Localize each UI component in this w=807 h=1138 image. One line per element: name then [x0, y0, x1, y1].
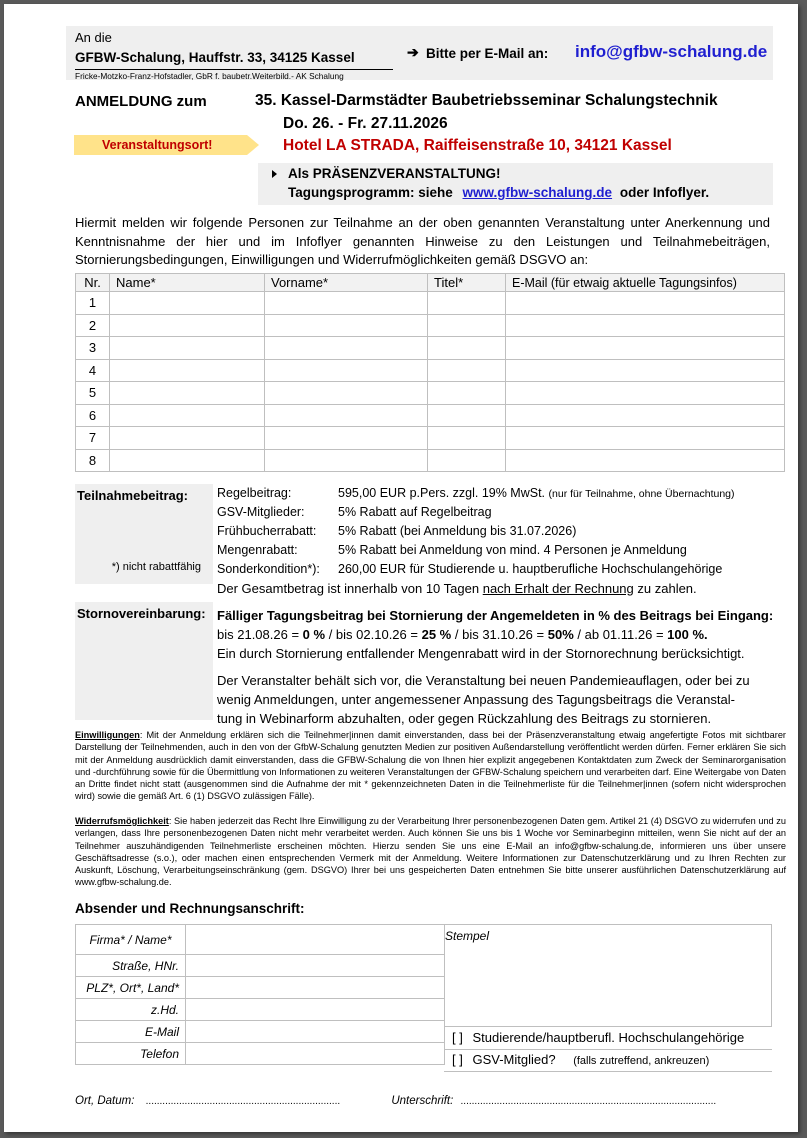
storno-label-box — [75, 602, 213, 720]
checkbox-students-label: Studierende/hauptberufl. Hochschulangehörige — [472, 1030, 745, 1045]
fee-value: 5% Rabatt (bei Anmeldung bis 31.07.2026) — [338, 524, 577, 538]
payment-post: zu zahlen. — [637, 581, 697, 596]
fee-label: Sonderkondition*): — [217, 562, 320, 576]
stamp-label: Stempel — [445, 929, 490, 943]
name-cell[interactable] — [110, 359, 265, 382]
intro-text: Hiermit melden wir folgende Personen zur Teilnahme an der oben genannten Veranstaltung unter Anerkennung und Kenntnisnahme der hier und im Infoflyer genannten Hinweise zu den Leistungen und Teilnahmebeiträgen, Stornierungsbedingungen, Einwilligungen und Widerrufmöglichkeiten gemäß DSGVO an: — [75, 215, 770, 267]
name-cell[interactable] — [110, 382, 265, 405]
fee-value-text: 595,00 EUR p.Pers. zzgl. 19% MwSt. — [338, 486, 546, 500]
titel-cell[interactable] — [428, 427, 506, 450]
table-row — [76, 427, 785, 450]
storno-s4: / ab 01.11.26 = — [577, 627, 664, 642]
vorname-cell[interactable] — [265, 404, 428, 427]
sender-email-input[interactable] — [186, 1021, 445, 1043]
vorname-cell[interactable] — [265, 449, 428, 472]
row-number: 7 — [76, 427, 110, 450]
col-nr: Nr. — [76, 274, 110, 292]
email-box — [395, 26, 773, 80]
fee-value: 5% Rabatt auf Regelbeitrag — [338, 505, 492, 519]
vorname-cell[interactable] — [265, 427, 428, 450]
storno-schedule — [217, 625, 775, 644]
venue-text: Hotel LA STRADA, Raiffeisenstraße 10, 34121 Kassel — [283, 137, 672, 154]
table-row — [76, 449, 785, 472]
fee-value: 260,00 EUR für Studierende u. hauptberufliche Hochschulangehörige — [338, 562, 723, 576]
address-org: GFBW-Schalung, Hauffstr. 33, 34125 Kassel — [75, 50, 355, 65]
vorname-cell[interactable] — [265, 359, 428, 382]
consent-text: : Mit der Anmeldung erklären sich die Teilnehmer|innen damit einverstanden, dass bei der Präsenzveranstaltung etwaig angefertigte Fotos mit sichtbarer Darstellung der Teilnehmenden, auch in den von der GfbW-Schalung genutzten Medien zur positiven Außendarstellung veröffentlicht werden dürfen. Ferner erklären Sie sich mit der Anmeldung ausdrücklich damit einverstanden, dass die GFBW-Schalung die von Ihnen hier explizit angegebenen Kontaktdaten zum Zweck der Seminarorganisation und -durchführung sowie für die Übermittlung von Informationen zu weiteren Veranstaltungen der GFBW-Schalung speichern und verarbeiten darf. Eine Weitergabe von Daten an Dritte findet nicht statt (ausgenommen sind die Aufnahme der mit * gekennzeichneten Daten in die Teilnehmerliste für die Teilnehmer|innen (sofern nicht widersprochen wird) sowie die gemäß Art. 6 (1) DSGVO zulässigen Fälle). — [75, 730, 786, 802]
vorname-cell[interactable] — [265, 337, 428, 360]
info-line2-text: Tagungsprogramm: siehe — [288, 185, 453, 200]
table-row — [76, 314, 785, 337]
venue-tag-label: Veranstaltungsort! — [102, 138, 213, 152]
storno-heading: Stornovereinbarung: — [77, 606, 206, 621]
storno-line3: Ein durch Stornierung entfallender Mengenrabatt wird in der Stornorechnung berücksichtigt. — [217, 646, 745, 661]
consent-paragraph — [75, 729, 786, 803]
storno-bold-line: Fälliger Tagungsbeitrag bei Stornierung der Angemeldeten in % des Beitrags bei Eingang: — [217, 608, 774, 623]
row-number: 8 — [76, 449, 110, 472]
signature-label: Unterschrift: — [391, 1095, 454, 1107]
field-label: PLZ*, Ort*, Land* — [76, 977, 186, 999]
titel-cell[interactable] — [428, 337, 506, 360]
email-link[interactable]: info@gfbw-schalung.de — [575, 42, 768, 61]
address-to: An die — [75, 30, 112, 45]
fee-row — [217, 505, 735, 524]
checkbox-gsv-box[interactable]: [ ] — [452, 1052, 463, 1067]
info-box — [258, 163, 773, 205]
field-label: Straße, HNr. — [76, 955, 186, 977]
seminar-title: 35. Kassel-Darmstädter Baubetriebsseminar Schalungstechnik — [255, 92, 718, 109]
fees-label-box — [75, 484, 213, 584]
name-cell[interactable] — [110, 314, 265, 337]
row-number: 1 — [76, 292, 110, 315]
titel-cell[interactable] — [428, 404, 506, 427]
email-cell[interactable] — [506, 382, 785, 405]
table-row — [76, 337, 785, 360]
seminar-date: Do. 26. - Fr. 27.11.2026 — [283, 115, 448, 132]
checkbox-students-box[interactable]: [ ] — [452, 1030, 463, 1045]
fee-label: GSV-Mitglieder: — [217, 505, 305, 519]
participants-table — [75, 273, 785, 472]
fees-table — [217, 486, 735, 581]
field-row — [76, 999, 445, 1021]
email-cell[interactable] — [506, 314, 785, 337]
address-sub: Fricke-Motzko-Franz-Hofstadler, GbR f. baubetr.Weiterbild.- AK Schalung — [75, 69, 393, 81]
table-row — [76, 359, 785, 382]
row-number: 4 — [76, 359, 110, 382]
fee-label: Frühbucherrabatt: — [217, 524, 317, 538]
arrow-right-icon: ➔ — [407, 44, 419, 60]
fee-row — [217, 524, 735, 543]
street-input[interactable] — [186, 955, 445, 977]
titel-cell[interactable] — [428, 449, 506, 472]
field-label: z.Hd. — [76, 999, 186, 1021]
table-row — [76, 292, 785, 315]
email-label: Bitte per E-Mail an: — [426, 46, 549, 61]
venue-tag — [74, 135, 264, 155]
vorname-cell[interactable] — [265, 314, 428, 337]
storno-content — [217, 606, 775, 728]
storno-s3: / bis 31.10.26 = — [454, 627, 545, 642]
titel-cell[interactable] — [428, 314, 506, 337]
firma-input[interactable] — [186, 925, 445, 955]
storno-paragraph: Der Veranstalter behält sich vor, die Veranstaltung bei neuen Pandemieauflagen, oder bei zu wenig Anmeldungen, unter angemessener Anpassung des Tagungsbeitrags die Veranstal-tung in Webinarform abzuhalten, oder gegen Rückzahlung des Beitrags zu stornieren. — [217, 673, 750, 726]
fee-value: 5% Rabatt bei Anmeldung von mind. 4 Personen je Anmeldung — [338, 543, 687, 557]
fee-row — [217, 543, 735, 562]
info-line1: Als PRÄSENZVERANSTALTUNG! — [288, 166, 501, 181]
email-cell[interactable] — [506, 404, 785, 427]
address-box — [66, 26, 396, 80]
sender-heading: Absender und Rechnungsanschrift: — [75, 901, 305, 916]
checkbox-gsv[interactable] — [444, 1049, 772, 1072]
email-cell[interactable] — [506, 292, 785, 315]
name-cell[interactable] — [110, 337, 265, 360]
titel-cell[interactable] — [428, 382, 506, 405]
storno-p1: 0 % — [302, 627, 326, 642]
fees-heading: Teilnahmebeitrag: — [77, 488, 189, 503]
row-number: 2 — [76, 314, 110, 337]
name-cell[interactable] — [110, 427, 265, 450]
storno-p3: 50% — [547, 627, 574, 642]
payment-terms — [217, 581, 697, 596]
titel-cell[interactable] — [428, 359, 506, 382]
table-row — [76, 404, 785, 427]
withdrawal-text: : Sie haben jederzeit das Recht Ihre Einwilligung zu der Verarbeitung Ihrer personenbezogenen Daten gem. Artikel 21 (4) DSGVO zu widerrufen und zu verlangen, dass Ihre personenbezogenen Daten nicht mehr verarbeitet werden. Auch können Sie uns bis 1 Woche vor Seminarbeginn mitteilen, wenn Sie nicht auf der an Teilnehmer auszuhändigenden Teilnehmerliste erscheinen möchten. Hierzu senden Sie uns eine E-Mail an info@gfbw-schalung.de, informieren uns über unsere Geschäftsadresse (s.o.), oder machen einen entsprechenden Vermerk mit der Anmeldung. Weitere Informationen zur Datenschutzerklärung und zu Ihren Rechten zur Auskunft, Löschung, Verarbeitungseinschränkung (gem. DSGVO) Ihrer bei uns gespeicherten Daten entnehmen Sie bitte unserer ausführlichen Datenschutzerklärung auf www.gfbw-schalung.de. — [75, 816, 786, 888]
checkbox-gsv-note: (falls zutreffend, ankreuzen) — [573, 1055, 710, 1067]
col-vorname: Vorname* — [265, 274, 428, 292]
consent-title: Einwilligungen — [75, 730, 140, 740]
email-cell[interactable] — [506, 359, 785, 382]
storno-s2: / bis 02.10.26 = — [328, 627, 418, 642]
signature-field[interactable]: ............................................................................................ — [460, 1096, 717, 1107]
checkbox-gsv-label: GSV-Mitglied? — [472, 1052, 556, 1067]
fee-label: Regelbeitrag: — [217, 486, 292, 500]
field-row — [76, 1021, 445, 1043]
fee-row — [217, 562, 735, 581]
fees-footnote: *) nicht rabattfähig — [111, 561, 201, 573]
vorname-cell[interactable] — [265, 382, 428, 405]
vorname-cell[interactable] — [265, 292, 428, 315]
row-number: 5 — [76, 382, 110, 405]
checkbox-students[interactable] — [444, 1026, 772, 1050]
place-date-label: Ort, Datum: — [75, 1095, 135, 1107]
field-row — [76, 1043, 445, 1065]
name-cell[interactable] — [110, 404, 265, 427]
field-label: E-Mail — [76, 1021, 186, 1043]
email-cell[interactable] — [506, 337, 785, 360]
fee-label: Mengenrabatt: — [217, 543, 298, 557]
fee-value — [338, 486, 735, 505]
col-name: Name* — [110, 274, 265, 292]
participants-header-row — [76, 274, 785, 292]
sender-address-table — [75, 924, 445, 1065]
storno-s1: bis 21.08.26 = — [217, 627, 300, 642]
field-row — [76, 925, 445, 955]
field-label: Firma* / Name* — [76, 925, 186, 955]
col-titel: Titel* — [428, 274, 506, 292]
email-cell[interactable] — [506, 427, 785, 450]
stamp-box — [444, 924, 772, 1026]
row-number: 6 — [76, 404, 110, 427]
attention-input[interactable] — [186, 999, 445, 1021]
field-row — [76, 977, 445, 999]
name-cell[interactable] — [110, 449, 265, 472]
city-input[interactable] — [186, 977, 445, 999]
registration-form-page — [4, 4, 798, 1132]
field-label: Telefon — [76, 1043, 186, 1065]
payment-pre: Der Gesamtbetrag ist innerhalb von 10 Tagen — [217, 581, 480, 596]
name-cell[interactable] — [110, 292, 265, 315]
info-line2 — [288, 185, 709, 200]
withdrawal-paragraph — [75, 815, 786, 889]
website-link[interactable]: www.gfbw-schalung.de — [462, 185, 613, 200]
fee-note: (nur für Teilnahme, ohne Übernachtung) — [548, 488, 735, 500]
table-row — [76, 382, 785, 405]
storno-p4: 100 %. — [667, 627, 708, 642]
storno-p2: 25 % — [421, 627, 452, 642]
withdrawal-title: Widerrufsmöglichkeit — [75, 816, 169, 826]
titel-cell[interactable] — [428, 292, 506, 315]
email-cell[interactable] — [506, 449, 785, 472]
anmeldung-heading: ANMELDUNG zum — [75, 93, 207, 110]
signature-line — [75, 1095, 716, 1107]
info-line2-end: oder Infoflyer. — [619, 185, 710, 200]
triangle-right-icon — [272, 170, 277, 178]
col-email: E-Mail (für etwaig aktuelle Tagungsinfos) — [506, 274, 785, 292]
field-row — [76, 955, 445, 977]
fee-row — [217, 486, 735, 505]
payment-underlined: nach Erhalt der Rechnung — [482, 581, 634, 596]
row-number: 3 — [76, 337, 110, 360]
place-date-field[interactable]: ...................................................................... — [145, 1096, 341, 1107]
phone-input[interactable] — [186, 1043, 445, 1065]
